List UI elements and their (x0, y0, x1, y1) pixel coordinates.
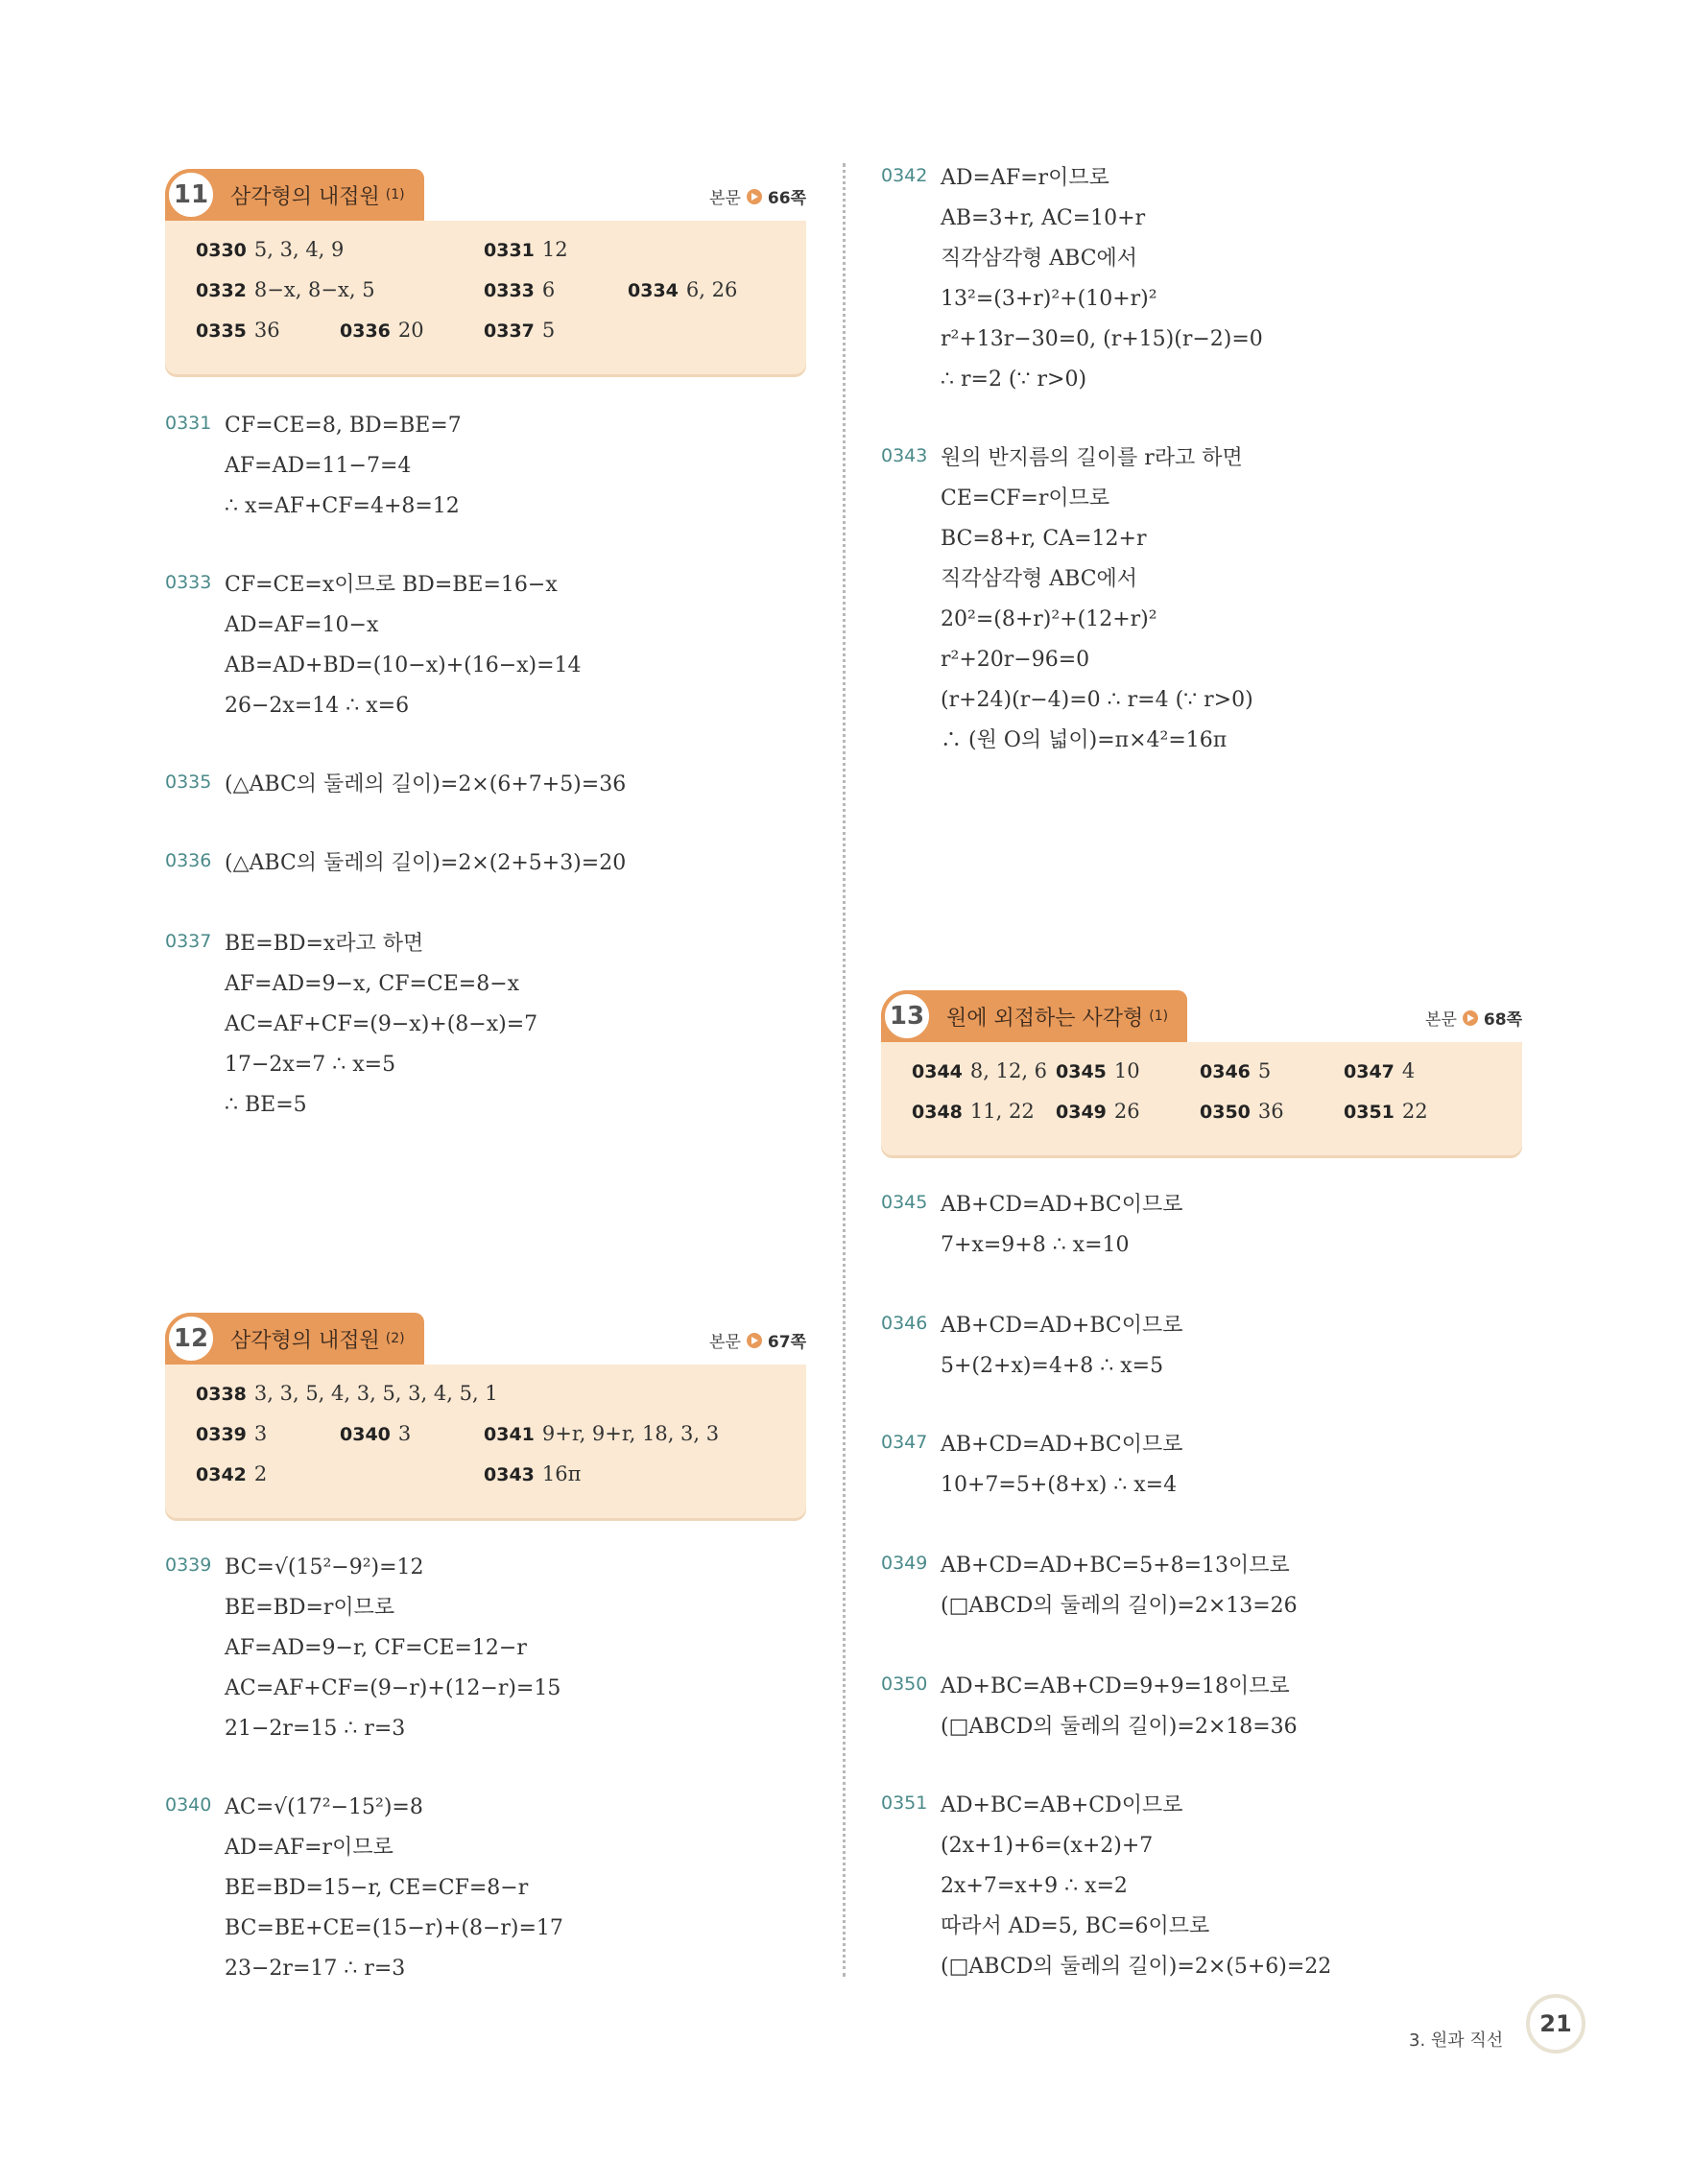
solution-line: 직각삼각형 ABC에서 (941, 567, 1138, 591)
section-subtitle: (1) (1149, 1009, 1169, 1024)
solution-id: 0339 (165, 1555, 212, 1576)
section-subtitle: (1) (385, 187, 405, 202)
solution-id: 0347 (881, 1432, 928, 1453)
answer-item: 0347 4 (1344, 1059, 1416, 1082)
solution-id: 0343 (881, 445, 928, 466)
solution-line: AB=AD+BD=(10−x)+(16−x)=14 (225, 653, 582, 677)
arrow-circle-icon (1463, 1010, 1478, 1026)
section-title: 원에 외접하는 사각형 (946, 1006, 1144, 1031)
arrow-circle-icon (747, 189, 762, 204)
solution-line: AF=AD=9−r, CF=CE=12−r (225, 1636, 527, 1660)
solution-line: (r+24)(r−4)=0 ∴ r=4 (∵ r>0) (941, 688, 1253, 712)
section-tab (881, 990, 1187, 1042)
solution-line: 5+(2+x)=4+8 ∴ x=5 (941, 1354, 1164, 1378)
solution-id: 0337 (165, 931, 212, 952)
solution-line: BC=8+r, CA=12+r (941, 527, 1147, 551)
solution-line: AB+CD=AD+BC=5+8=13이므로 (941, 1554, 1290, 1578)
solution-line: 23−2r=17 ∴ r=3 (225, 1957, 406, 1981)
solution-line: BC=√(15²−9²)=12 (225, 1555, 424, 1579)
solution-line: AD=AF=r이므로 (941, 166, 1109, 190)
answer-item: 0338 3, 3, 5, 4, 3, 5, 3, 4, 5, 1 (196, 1382, 498, 1405)
solution-line: AC=AF+CF=(9−r)+(12−r)=15 (225, 1676, 561, 1700)
solution-id: 0346 (881, 1313, 928, 1334)
solution-line: AD+BC=AB+CD=9+9=18이므로 (941, 1674, 1290, 1698)
solution-line: AF=AD=9−x, CF=CE=8−x (225, 972, 520, 996)
answer-item: 0348 11, 22 (912, 1100, 1035, 1123)
answer-item: 0343 16π (484, 1462, 582, 1485)
solution-id: 0335 (165, 772, 212, 793)
solution-line: 13²=(3+r)²+(10+r)² (941, 287, 1157, 311)
solution-id: 0345 (881, 1192, 928, 1213)
solution-id: 0350 (881, 1674, 928, 1695)
section-tab (165, 1313, 424, 1365)
section-number: 12 (165, 1313, 217, 1365)
arrow-circle-icon (747, 1333, 762, 1348)
answer-item: 0350 36 (1200, 1100, 1284, 1123)
solution-line: (△ABC의 둘레의 길이)=2×(6+7+5)=36 (225, 772, 627, 796)
solution-line: (2x+1)+6=(x+2)+7 (941, 1834, 1154, 1858)
answer-box (881, 1042, 1522, 1155)
solution-line: BC=BE+CE=(15−r)+(8−r)=17 (225, 1916, 563, 1940)
answer-item: 0345 10 (1056, 1059, 1140, 1082)
answer-item: 0341 9+r, 9+r, 18, 3, 3 (484, 1422, 720, 1445)
solution-line: 2x+7=x+9 ∴ x=2 (941, 1874, 1128, 1898)
answer-item: 0334 6, 26 (628, 278, 738, 301)
solution-line: ∴ BE=5 (225, 1093, 307, 1117)
solution-line: AC=AF+CF=(9−x)+(8−x)=7 (225, 1012, 538, 1036)
answer-item: 0332 8−x, 8−x, 5 (196, 278, 375, 301)
answer-item: 0339 3 (196, 1422, 268, 1445)
solution-line: CF=CE=8, BD=BE=7 (225, 414, 462, 438)
solution-line: ∴ r=2 (∵ r>0) (941, 368, 1087, 392)
section-number: 13 (881, 990, 933, 1042)
solution-line: AB+CD=AD+BC이므로 (941, 1193, 1183, 1217)
solution-line: ∴ x=AF+CF=4+8=12 (225, 494, 460, 518)
answer-item: 0344 8, 12, 6 (912, 1059, 1048, 1082)
solution-id: 0342 (881, 165, 928, 186)
solution-line: AB+CD=AD+BC이므로 (941, 1314, 1183, 1338)
solution-line: AF=AD=11−7=4 (225, 454, 412, 478)
solution-line: AB+CD=AD+BC이므로 (941, 1433, 1183, 1457)
solution-line: BE=BD=x라고 하면 (225, 932, 424, 956)
answer-item: 0351 22 (1344, 1100, 1428, 1123)
answer-box (165, 221, 806, 374)
textbook-reference (709, 184, 806, 208)
section-title: 삼각형의 내접원 (230, 184, 380, 209)
solution-id: 0340 (165, 1794, 212, 1816)
answer-item: 0342 2 (196, 1462, 268, 1485)
section-tab (165, 169, 424, 221)
solution-id: 0351 (881, 1792, 928, 1814)
solution-line: BE=BD=r이므로 (225, 1596, 395, 1620)
solution-id: 0331 (165, 413, 212, 434)
solution-line: 20²=(8+r)²+(12+r)² (941, 607, 1157, 631)
chapter-label: 3. 원과 직선 (1409, 2030, 1504, 2051)
solution-id: 0336 (165, 850, 212, 871)
solution-line: 따라서 AD=5, BC=6이므로 (941, 1914, 1210, 1938)
textbook-reference (709, 1328, 806, 1352)
solution-line: CF=CE=x이므로 BD=BE=16−x (225, 573, 558, 597)
ref-page: 67쪽 (767, 1333, 806, 1352)
textbook-reference (1425, 1006, 1522, 1030)
solution-line: (□ABCD의 둘레의 길이)=2×(5+6)=22 (941, 1955, 1332, 1979)
ref-label: 본문 (709, 189, 741, 208)
solution-line: 17−2x=7 ∴ x=5 (225, 1053, 396, 1077)
solution-line: r²+13r−30=0, (r+15)(r−2)=0 (941, 327, 1263, 351)
answer-item: 0333 6 (484, 278, 556, 301)
solution-line: CE=CF=r이므로 (941, 487, 1110, 510)
solution-line: AB=3+r, AC=10+r (941, 206, 1146, 230)
answer-box (165, 1365, 806, 1518)
ref-label: 본문 (1425, 1010, 1457, 1030)
answer-item: 0330 5, 3, 4, 9 (196, 238, 345, 261)
column-divider (843, 163, 846, 1977)
answer-item: 0346 5 (1200, 1059, 1272, 1082)
solution-line: BE=BD=15−r, CE=CF=8−r (225, 1876, 529, 1900)
solution-line: AD+BC=AB+CD이므로 (941, 1793, 1183, 1817)
solution-line: 7+x=9+8 ∴ x=10 (941, 1233, 1130, 1257)
solution-line: r²+20r−96=0 (941, 648, 1090, 672)
solution-line: 26−2x=14 ∴ x=6 (225, 694, 410, 718)
solution-line: AC=√(17²−15²)=8 (225, 1795, 423, 1819)
solution-line: ∴ (원 O의 넓이)=π×4²=16π (941, 728, 1228, 752)
ref-page: 66쪽 (767, 189, 806, 208)
solution-line: (□ABCD의 둘레의 길이)=2×18=36 (941, 1715, 1298, 1739)
answer-item: 0340 3 (340, 1422, 412, 1445)
solution-line: (□ABCD의 둘레의 길이)=2×13=26 (941, 1594, 1298, 1618)
section-subtitle: (2) (385, 1331, 405, 1346)
page-number: 21 (1526, 1994, 1586, 2053)
solution-line: AD=AF=10−x (225, 613, 379, 637)
section-number: 11 (165, 169, 217, 221)
ref-page: 68쪽 (1483, 1010, 1522, 1030)
section-title: 삼각형의 내접원 (230, 1328, 380, 1353)
answer-item: 0337 5 (484, 319, 556, 342)
solution-id: 0333 (165, 572, 212, 593)
solution-id: 0349 (881, 1553, 928, 1574)
answer-item: 0349 26 (1056, 1100, 1140, 1123)
solution-line: 원의 반지름의 길이를 r라고 하면 (941, 446, 1243, 470)
ref-label: 본문 (709, 1333, 741, 1352)
solution-line: 10+7=5+(8+x) ∴ x=4 (941, 1473, 1178, 1497)
solution-line: (△ABC의 둘레의 길이)=2×(2+5+3)=20 (225, 851, 627, 875)
solution-line: AD=AF=r이므로 (225, 1836, 393, 1860)
solution-line: 직각삼각형 ABC에서 (941, 247, 1138, 271)
answer-item: 0336 20 (340, 319, 424, 342)
answer-item: 0331 12 (484, 238, 568, 261)
answer-item: 0335 36 (196, 319, 280, 342)
solution-line: 21−2r=15 ∴ r=3 (225, 1717, 406, 1741)
